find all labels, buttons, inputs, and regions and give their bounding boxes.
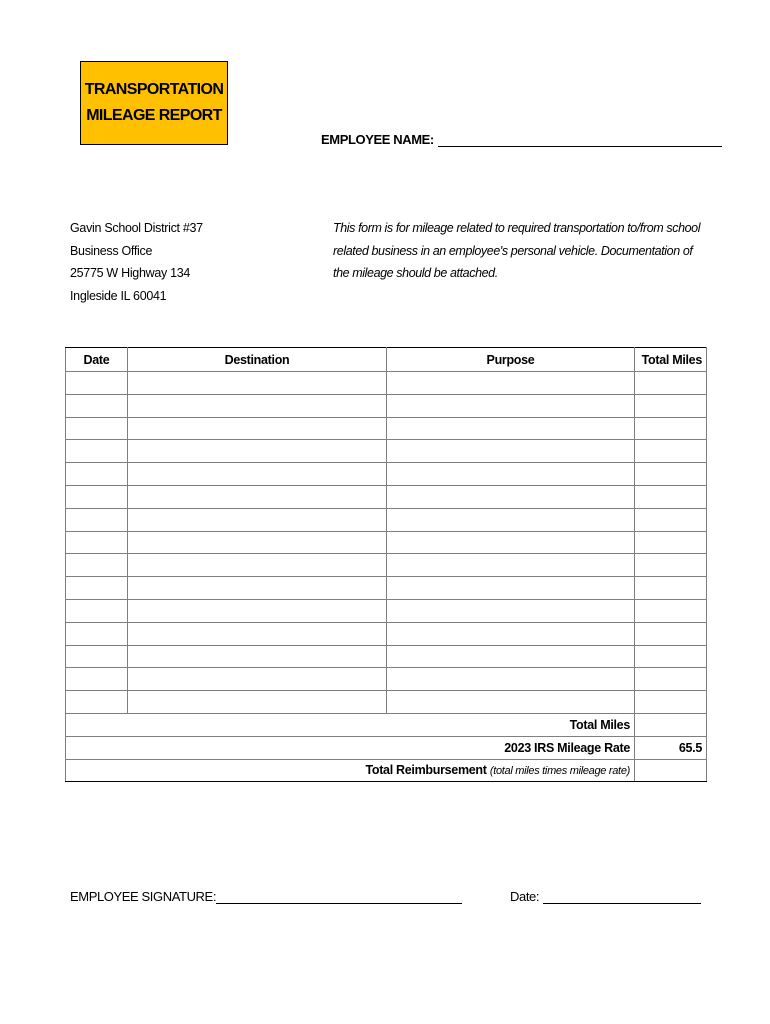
purpose-cell[interactable] (387, 668, 635, 691)
destination-cell[interactable] (128, 463, 387, 486)
date-label: Date: (510, 889, 540, 904)
miles-cell[interactable] (635, 440, 707, 463)
report-title-line1: TRANSPORTATION (84, 81, 224, 98)
date-cell[interactable] (66, 577, 128, 600)
purpose-cell[interactable] (387, 463, 635, 486)
report-title-line2: MILEAGE REPORT (86, 107, 222, 124)
form-notice: This form is for mileage related to required transportation to/from school related business in an employee's personal vehicle. Documentation of the mileage should be attached. (333, 221, 701, 280)
purpose-cell[interactable] (387, 508, 635, 531)
date-cell[interactable] (66, 668, 128, 691)
destination-cell[interactable] (128, 508, 387, 531)
reimbursement-label-cell (66, 759, 635, 782)
date-cell[interactable] (66, 463, 128, 486)
destination-cell[interactable] (128, 645, 387, 668)
miles-cell[interactable] (635, 372, 707, 395)
destination-cell[interactable] (128, 417, 387, 440)
miles-cell[interactable] (635, 508, 707, 531)
date-cell[interactable] (66, 531, 128, 554)
signature-blank[interactable] (216, 893, 462, 904)
purpose-cell[interactable] (387, 485, 635, 508)
table-row (66, 577, 707, 600)
total-miles-label: Total Miles (66, 713, 635, 736)
table-row (66, 554, 707, 577)
date-blank[interactable] (543, 893, 701, 904)
employee-signature-field[interactable] (70, 889, 462, 904)
column-header-purpose: Purpose (387, 348, 635, 372)
reimbursement-row (66, 759, 707, 782)
miles-cell[interactable] (635, 691, 707, 714)
date-cell[interactable] (66, 691, 128, 714)
date-cell[interactable] (66, 599, 128, 622)
table-row (66, 372, 707, 395)
mileage-table (65, 347, 707, 782)
column-header-total-miles: Total Miles (635, 348, 707, 372)
employee-name-field[interactable] (321, 132, 722, 147)
address-line: 25775 W Highway 134 (70, 266, 191, 280)
purpose-cell[interactable] (387, 417, 635, 440)
purpose-cell[interactable] (387, 691, 635, 714)
address-line: Ingleside IL 60041 (70, 288, 167, 303)
purpose-cell[interactable] (387, 531, 635, 554)
table-row (66, 668, 707, 691)
date-cell[interactable] (66, 645, 128, 668)
mileage-rate-value: 65.5 (635, 736, 707, 759)
purpose-cell[interactable] (387, 440, 635, 463)
total-miles-cell[interactable] (635, 713, 707, 736)
purpose-cell[interactable] (387, 599, 635, 622)
miles-cell[interactable] (635, 599, 707, 622)
mileage-rows (66, 372, 707, 714)
table-row (66, 508, 707, 531)
destination-cell[interactable] (128, 531, 387, 554)
report-title-box (80, 61, 228, 145)
mileage-rate-label: 2023 IRS Mileage Rate (66, 736, 635, 759)
purpose-cell[interactable] (387, 554, 635, 577)
destination-cell[interactable] (128, 372, 387, 395)
column-header-destination: Destination (128, 348, 387, 372)
signature-label: EMPLOYEE SIGNATURE: (70, 889, 217, 904)
date-cell[interactable] (66, 508, 128, 531)
purpose-cell[interactable] (387, 372, 635, 395)
address-line: Business Office (70, 243, 153, 258)
destination-cell[interactable] (128, 691, 387, 714)
destination-cell[interactable] (128, 577, 387, 600)
date-cell[interactable] (66, 417, 128, 440)
date-cell[interactable] (66, 440, 128, 463)
date-cell[interactable] (66, 372, 128, 395)
date-cell[interactable] (66, 394, 128, 417)
date-cell[interactable] (66, 622, 128, 645)
destination-cell[interactable] (128, 394, 387, 417)
table-header-row (66, 348, 707, 372)
miles-cell[interactable] (635, 554, 707, 577)
employee-name-label: EMPLOYEE NAME: (321, 132, 434, 147)
total-miles-row (66, 713, 707, 736)
miles-cell[interactable] (635, 622, 707, 645)
miles-cell[interactable] (635, 645, 707, 668)
miles-cell[interactable] (635, 531, 707, 554)
column-header-date: Date (66, 348, 128, 372)
purpose-cell[interactable] (387, 577, 635, 600)
table-row (66, 440, 707, 463)
mileage-rate-row (66, 736, 707, 759)
district-address (70, 217, 203, 307)
reimbursement-note: (total miles times mileage rate) (489, 765, 630, 778)
miles-cell[interactable] (635, 417, 707, 440)
address-line: Gavin School District #37 (70, 221, 203, 235)
signature-date-field[interactable] (510, 889, 701, 904)
table-row (66, 622, 707, 645)
purpose-cell[interactable] (387, 394, 635, 417)
table-row (66, 463, 707, 486)
date-cell[interactable] (66, 485, 128, 508)
miles-cell[interactable] (635, 668, 707, 691)
purpose-cell[interactable] (387, 622, 635, 645)
destination-cell[interactable] (128, 599, 387, 622)
purpose-cell[interactable] (387, 645, 635, 668)
table-row (66, 599, 707, 622)
table-row (66, 531, 707, 554)
destination-cell[interactable] (128, 440, 387, 463)
table-row (66, 645, 707, 668)
miles-cell[interactable] (635, 394, 707, 417)
destination-cell[interactable] (128, 668, 387, 691)
destination-cell[interactable] (128, 622, 387, 645)
table-row (66, 394, 707, 417)
miles-cell[interactable] (635, 577, 707, 600)
table-row (66, 485, 707, 508)
reimbursement-cell[interactable] (635, 759, 707, 782)
destination-cell[interactable] (128, 554, 387, 577)
reimbursement-label: Total Reimbursement (365, 763, 487, 778)
miles-cell[interactable] (635, 485, 707, 508)
table-row (66, 691, 707, 714)
destination-cell[interactable] (128, 485, 387, 508)
table-row (66, 417, 707, 440)
date-cell[interactable] (66, 554, 128, 577)
employee-name-blank[interactable] (438, 136, 722, 147)
miles-cell[interactable] (635, 463, 707, 486)
